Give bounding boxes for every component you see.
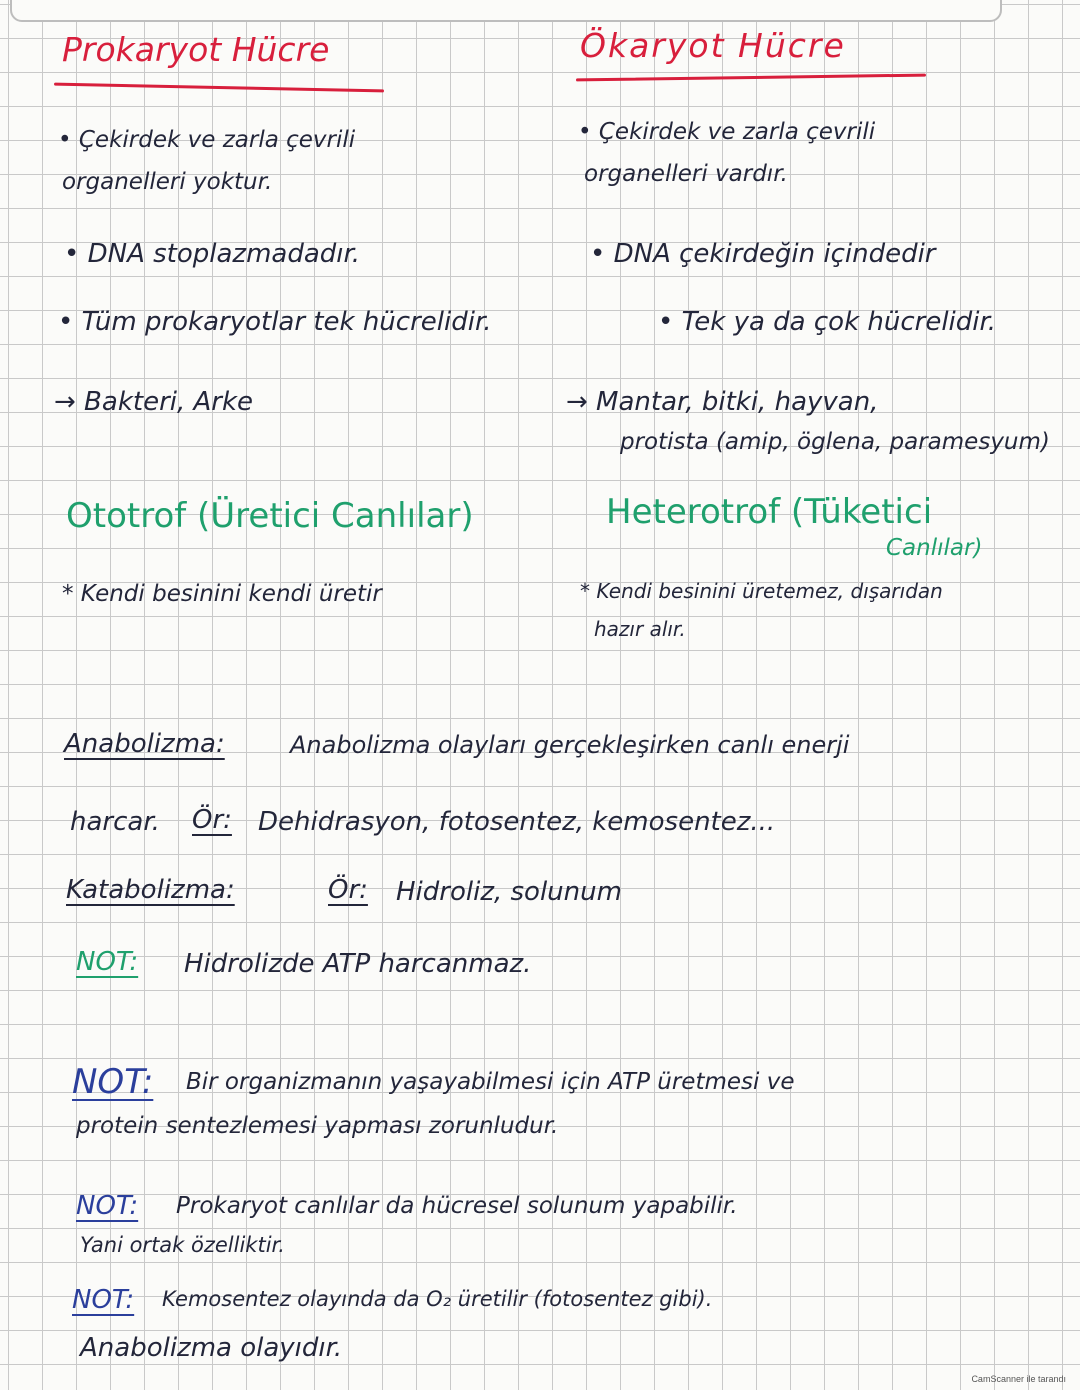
prokaryote-note-2: organelleri yoktur. (62, 169, 273, 195)
anabolism-label: Anabolizma: (64, 729, 225, 759)
prokaryote-title: Prokaryot Hücre (62, 30, 330, 69)
note-4-label: NOT: (72, 1285, 135, 1315)
top-frame (10, 0, 1002, 22)
heterotroph-title-cont: Canlılar) (886, 535, 983, 561)
eukaryote-note-6: protista (amip, öglena, paramesyum) (620, 429, 1050, 455)
eukaryote-note-4: • Tek ya da çok hücrelidir. (658, 307, 997, 337)
anabolism-text-cont: harcar. (70, 807, 160, 837)
prokaryote-note-5: → Bakteri, Arke (54, 387, 254, 417)
note-2-label: NOT: (72, 1062, 154, 1102)
anabolism-text: Anabolizma olayları gerçekleşirken canlı enerji (290, 731, 850, 759)
prokaryote-note-4: • Tüm prokaryotlar tek hücrelidir. (58, 307, 492, 337)
catabolism-example-label: Ör: (328, 875, 368, 905)
note-4-text-cont: Anabolizma olayıdır. (80, 1333, 343, 1363)
note-1-text: Hidrolizde ATP harcanmaz. (184, 949, 532, 979)
eukaryote-title: Ökaryot Hücre (580, 26, 846, 65)
eukaryote-note-5: → Mantar, bitki, hayvan, (566, 387, 879, 417)
catabolism-label: Katabolizma: (66, 875, 235, 905)
prokaryote-note-3: • DNA stoplazmadadır. (64, 239, 361, 269)
note-2-text-cont: protein sentezlemesi yapması zorunludur. (76, 1113, 559, 1139)
prokaryote-note-1: • Çekirdek ve zarla çevrili (58, 127, 356, 153)
note-1-label: NOT: (76, 947, 139, 977)
anabolism-examples: Dehidrasyon, fotosentez, kemosentez... (258, 807, 776, 837)
note-4-text: Kemosentez olayında da O₂ üretilir (fotosentez gibi). (162, 1287, 713, 1311)
note-3-text: Prokaryot canlılar da hücresel solunum yapabilir. (176, 1193, 738, 1219)
note-3-text-cont: Yani ortak özelliktir. (80, 1233, 285, 1257)
heterotroph-title: Heterotrof (Tüketici (606, 492, 933, 532)
autotroph-note: * Kendi besinini kendi üretir (62, 581, 382, 607)
prokaryote-underline (54, 83, 384, 93)
autotroph-title: Ototrof (Üretici Canlılar) (66, 496, 474, 536)
eukaryote-note-1: • Çekirdek ve zarla çevrili (578, 119, 876, 145)
note-2-text: Bir organizmanın yaşayabilmesi için ATP üretmesi ve (186, 1069, 795, 1095)
scanner-stamp: CamScanner ile tarandı (971, 1374, 1066, 1384)
note-3-label: NOT: (76, 1191, 139, 1221)
eukaryote-note-3: • DNA çekirdeğin içindedir (590, 239, 936, 269)
anabolism-example-label: Ör: (192, 805, 232, 835)
eukaryote-note-2: organelleri vardır. (584, 161, 788, 187)
catabolism-examples: Hidroliz, solunum (396, 877, 622, 907)
heterotroph-note: * Kendi besinini üretemez, dışarıdan (580, 579, 943, 603)
eukaryote-underline (576, 74, 926, 82)
heterotroph-note-cont: hazır alır. (594, 617, 686, 641)
